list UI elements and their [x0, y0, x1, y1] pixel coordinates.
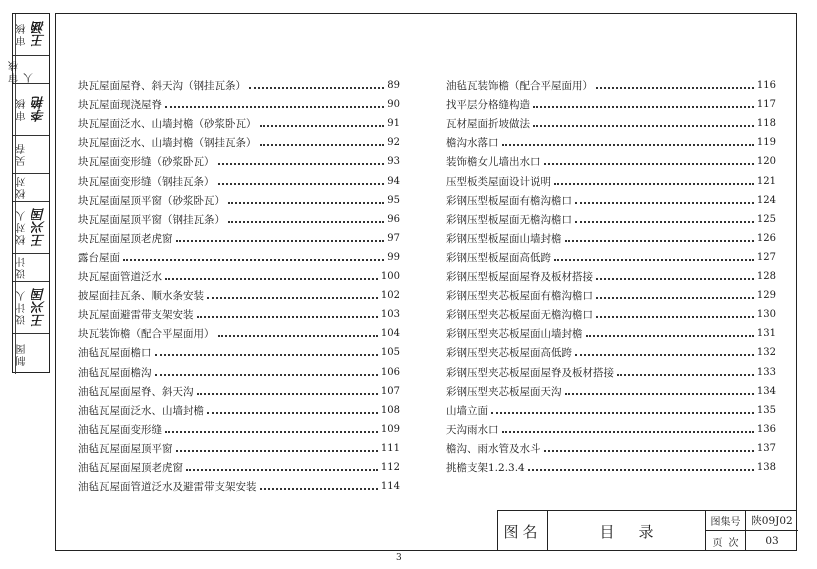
toc-entry-page: 112	[380, 462, 400, 473]
toc-entry[interactable]	[78, 345, 400, 359]
toc-dot-leader	[596, 278, 754, 280]
toc-entry-title: 压型板类屋面设计说明	[446, 175, 551, 188]
toc-entry-page: 130	[756, 309, 776, 321]
toc-entry-page: 120	[756, 156, 776, 168]
drawing-name-label: 图名	[498, 511, 548, 551]
toc-entry-title: 块瓦屋面屋顶老虎窗	[78, 232, 173, 245]
toc-entry-page: 109	[380, 423, 400, 435]
sidebar-signature: 王兴国	[32, 208, 48, 247]
toc-entry[interactable]	[446, 78, 776, 92]
toc-entry-page: 127	[756, 251, 776, 263]
toc-entry[interactable]	[446, 97, 776, 111]
toc-entry-page: 117	[756, 99, 776, 111]
toc-entry-page: 128	[756, 271, 776, 282]
toc-entry-page: 133	[756, 366, 776, 378]
toc-dot-leader	[260, 488, 378, 490]
toc-entry[interactable]	[446, 288, 776, 302]
sidebar-cell	[13, 334, 49, 374]
sidebar-cell	[13, 202, 49, 254]
toc-entry[interactable]	[446, 403, 776, 417]
toc-entry-title: 彩钢压型夹芯板屋面屋脊及板材搭接	[446, 366, 614, 379]
toc-entry-page: 106	[380, 366, 400, 378]
toc-entry[interactable]	[78, 97, 400, 111]
toc-entry[interactable]	[78, 78, 400, 92]
toc-dot-leader	[165, 106, 384, 108]
toc-entry-page: 138	[756, 462, 776, 473]
toc-entry-title: 油毡瓦屋面檐口	[78, 347, 152, 360]
toc-dot-leader	[218, 163, 385, 165]
sidebar-cell	[13, 254, 49, 282]
toc-entry-title: 瓦材屋面折坡做法	[446, 118, 530, 131]
toc-entry-page: 126	[756, 232, 776, 244]
atlas-number-label: 图集号	[706, 511, 746, 531]
toc-entry-page: 119	[756, 137, 776, 149]
toc-dot-leader	[228, 221, 384, 223]
toc-entry-page: 114	[380, 481, 400, 493]
toc-entry-page: 107	[380, 385, 400, 397]
toc-entry-page: 118	[756, 118, 776, 130]
toc-entry-page: 97	[387, 232, 400, 244]
toc-dot-leader	[197, 316, 378, 318]
toc-entry-page: 90	[387, 99, 400, 111]
toc-entry-title: 彩钢压型板屋面有檐沟檐口	[446, 194, 572, 207]
toc-entry-title: 块瓦屋面屋顶平窗（砂浆卧瓦）	[78, 194, 225, 207]
toc-entry-title: 天沟雨水口	[446, 423, 499, 436]
toc-entry-title: 油毡瓦屋面屋脊、斜天沟	[78, 385, 194, 398]
toc-entry[interactable]	[78, 135, 400, 149]
toc-dot-leader	[544, 163, 754, 165]
toc-entry[interactable]	[446, 154, 776, 168]
toc-dot-leader	[502, 144, 754, 146]
atlas-number-value: 陕09J02	[746, 511, 798, 531]
toc-entry-title: 彩钢压型板屋面无檐沟檐口	[446, 213, 572, 226]
sidebar-cell	[9, 56, 49, 84]
toc-entry[interactable]	[446, 460, 776, 474]
toc-dot-leader	[575, 354, 754, 356]
toc-entry-title: 挑檐支架1.2.3.4	[446, 462, 525, 474]
toc-entry-page: 125	[756, 213, 776, 225]
sidebar-label: 制图	[15, 334, 29, 374]
toc-entry-page: 93	[387, 156, 400, 168]
toc-entry[interactable]	[446, 307, 776, 321]
toc-entry-title: 块瓦屋面泛水、山墙封檐（钢挂瓦条）	[78, 137, 257, 150]
toc-entry[interactable]	[78, 307, 400, 321]
toc-entry-page: 104	[380, 328, 400, 340]
toc-entry-title: 块瓦屋面屋脊、斜天沟（钢挂瓦条）	[78, 80, 246, 92]
toc-entry-title: 露台屋面	[78, 251, 120, 264]
toc-entry-title: 块瓦屋面避雷带支架安装	[78, 309, 194, 322]
sidebar-cell	[13, 84, 49, 136]
sidebar-signature: 王兴国	[32, 288, 48, 327]
drawing-title: 目录	[548, 511, 706, 551]
toc-entry-page: 96	[387, 213, 400, 225]
toc-dot-leader	[207, 297, 378, 299]
toc-dot-leader	[165, 278, 378, 280]
toc-dot-leader	[502, 431, 754, 433]
toc-entry-title: 檐沟水落口	[446, 137, 499, 150]
toc-dot-leader	[533, 125, 754, 127]
toc-entry-page: 116	[756, 80, 776, 91]
page-number-label: 页次	[706, 531, 746, 551]
toc-entry-title: 块瓦屋面管道泛水	[78, 271, 162, 283]
toc-entry[interactable]	[446, 365, 776, 379]
toc-dot-leader	[197, 393, 378, 395]
toc-dot-leader	[575, 202, 754, 204]
toc-entry-title: 彩钢压型夹芯板屋面天沟	[446, 385, 562, 398]
toc-dot-leader	[249, 87, 384, 89]
toc-dot-leader	[491, 412, 754, 414]
toc-dot-leader	[186, 469, 378, 471]
toc-dot-leader	[554, 259, 754, 261]
sidebar-label: 校对人	[15, 202, 29, 253]
toc-entry[interactable]	[78, 154, 400, 168]
sidebar-label: 审核人	[15, 56, 29, 83]
toc-entry[interactable]	[446, 135, 776, 149]
toc-entry[interactable]	[78, 460, 400, 474]
toc-entry-title: 块瓦装饰檐（配合平屋面用）	[78, 328, 215, 341]
sidebar-label: 审核	[15, 84, 29, 135]
sidebar-label: 设计	[17, 255, 28, 280]
toc-entry[interactable]	[78, 403, 400, 417]
signature-sidebar	[9, 13, 50, 373]
toc-entry[interactable]	[446, 250, 776, 264]
toc-entry-title: 油毡瓦屋面屋顶老虎窗	[78, 462, 183, 474]
toc-entry[interactable]	[446, 116, 776, 130]
toc-entry-title: 块瓦屋面现浇屋脊	[78, 99, 162, 112]
sidebar-label: 审核	[15, 14, 29, 55]
toc-entry-page: 124	[756, 194, 776, 206]
toc-entry-page: 129	[756, 290, 776, 302]
toc-entry-title: 彩钢压型夹芯板屋面有檐沟檐口	[446, 290, 593, 303]
toc-entry-title: 彩钢压型夹芯板屋面无檐沟檐口	[446, 309, 593, 322]
toc-dot-leader	[617, 374, 754, 376]
toc-entry[interactable]	[78, 212, 400, 226]
toc-entry-page: 136	[756, 423, 776, 435]
toc-entry-page: 105	[380, 347, 400, 359]
toc-entry-title: 彩钢压型夹芯板屋面山墙封檐	[446, 328, 583, 341]
toc-dot-leader	[586, 335, 754, 337]
toc-entry[interactable]	[446, 326, 776, 340]
toc-entry-page: 103	[380, 309, 400, 321]
toc-dot-leader	[165, 431, 378, 433]
toc-entry-page: 92	[387, 137, 400, 149]
toc-entry-page: 89	[387, 80, 400, 91]
toc-entry[interactable]	[78, 326, 400, 340]
toc-entry-title: 油毡瓦屋面屋顶平窗	[78, 442, 173, 455]
toc-entry[interactable]	[78, 269, 400, 283]
toc-entry-page: 100	[380, 271, 400, 282]
toc-entry-title: 檐沟、雨水管及水斗	[446, 442, 541, 455]
toc-entry[interactable]	[446, 174, 776, 188]
toc-entry-page: 132	[756, 347, 776, 359]
toc-dot-leader	[176, 240, 385, 242]
sidebar-signature: 李艳	[32, 96, 48, 123]
toc-entry-title: 找平层分格缝构造	[446, 99, 530, 112]
toc-entry-page: 131	[756, 328, 776, 340]
toc-dot-leader	[218, 183, 385, 185]
toc-entry-page: 99	[387, 251, 400, 263]
toc-entry[interactable]	[446, 269, 776, 283]
toc-dot-leader	[575, 221, 754, 223]
toc-entry[interactable]	[446, 384, 776, 398]
toc-entry-title: 油毡瓦屋面变形缝	[78, 423, 162, 436]
toc-dot-leader	[554, 183, 754, 185]
sidebar-label: 校对	[17, 175, 28, 200]
toc-entry[interactable]	[78, 365, 400, 379]
toc-dot-leader	[155, 374, 378, 376]
toc-entry[interactable]	[78, 193, 400, 207]
toc-entry-title: 块瓦屋面变形缝（钢挂瓦条）	[78, 175, 215, 188]
toc-entry-title: 油毡瓦装饰檐（配合平屋面用）	[446, 80, 593, 92]
toc-entry-title: 彩钢压型夹芯板屋面高低跨	[446, 347, 572, 360]
toc-dot-leader	[207, 412, 378, 414]
toc-dot-leader	[260, 125, 385, 127]
toc-entry[interactable]	[446, 422, 776, 436]
toc-entry[interactable]	[78, 174, 400, 188]
toc-dot-leader	[596, 87, 754, 89]
toc-entry-page: 135	[756, 404, 776, 416]
toc-dot-leader	[218, 335, 378, 337]
toc-dot-leader	[260, 144, 385, 146]
toc-dot-leader	[123, 259, 384, 261]
toc-entry-title: 彩钢压型板屋面屋脊及板材搭接	[446, 271, 593, 283]
toc-entry[interactable]	[78, 116, 400, 130]
toc-entry[interactable]	[78, 384, 400, 398]
toc-dot-leader	[528, 469, 754, 471]
sidebar-cell	[13, 174, 49, 202]
toc-entry-page: 94	[387, 175, 400, 187]
toc-entry[interactable]	[78, 441, 400, 455]
toc-entry[interactable]	[446, 193, 776, 207]
toc-dot-leader	[544, 450, 754, 452]
toc-entry[interactable]	[446, 441, 776, 455]
toc-entry-page: 95	[387, 194, 400, 206]
toc-entry-title: 块瓦屋面屋顶平窗（钢挂瓦条）	[78, 213, 225, 226]
sidebar-label: 吴春	[15, 136, 29, 173]
footer-page-number: 3	[396, 553, 402, 563]
toc-entry[interactable]	[78, 422, 400, 436]
toc-dot-leader	[565, 393, 754, 395]
toc-entry[interactable]	[78, 231, 400, 245]
sidebar-signature: 王涵	[32, 21, 48, 48]
toc-entry-title: 块瓦屋面泛水、山墙封檐（砂浆卧瓦）	[78, 118, 257, 131]
toc-entry[interactable]	[446, 231, 776, 245]
toc-entry-page: 108	[380, 404, 400, 416]
toc-entry-page: 111	[380, 442, 400, 454]
toc-entry-title: 山墙立面	[446, 404, 488, 417]
sidebar-label: 设计人	[15, 282, 29, 333]
toc-entry[interactable]	[78, 479, 400, 493]
toc-entry[interactable]	[78, 250, 400, 264]
page-number-value: 03	[765, 535, 779, 547]
toc-entry-page: 91	[387, 118, 400, 130]
toc-entry-title: 油毡瓦屋面檐沟	[78, 366, 152, 379]
toc-entry[interactable]	[446, 212, 776, 226]
toc-entry-title: 油毡瓦屋面泛水、山墙封檐	[78, 404, 204, 417]
title-block	[497, 510, 797, 551]
toc-entry-title: 彩钢压型板屋面高低跨	[446, 251, 551, 264]
toc-entry-title: 披屋面挂瓦条、顺水条安装	[78, 290, 204, 303]
toc-dot-leader	[155, 354, 378, 356]
toc-dot-leader	[176, 450, 378, 452]
sidebar-cell	[13, 282, 49, 334]
toc-dot-leader	[533, 106, 754, 108]
sidebar-cell	[13, 136, 49, 174]
toc-dot-leader	[228, 202, 384, 204]
toc-dot-leader	[596, 316, 754, 318]
toc-entry[interactable]	[446, 345, 776, 359]
toc-entry-title: 彩钢压型板屋面山墙封檐	[446, 232, 562, 245]
toc-dot-leader	[565, 240, 754, 242]
toc-entry-page: 134	[756, 385, 776, 397]
sidebar-cell	[13, 14, 49, 56]
toc-entry-page: 137	[756, 442, 776, 454]
toc-entry-title: 油毡瓦屋面管道泛水及避雷带支架安装	[78, 481, 257, 494]
toc-dot-leader	[596, 297, 754, 299]
toc-entry-title: 块瓦屋面变形缝（砂浆卧瓦）	[78, 156, 215, 169]
toc-entry[interactable]	[78, 288, 400, 302]
toc-entry-page: 121	[756, 175, 776, 187]
toc-entry-title: 装饰檐女儿墙出水口	[446, 156, 541, 169]
toc-entry-page: 102	[380, 290, 400, 302]
